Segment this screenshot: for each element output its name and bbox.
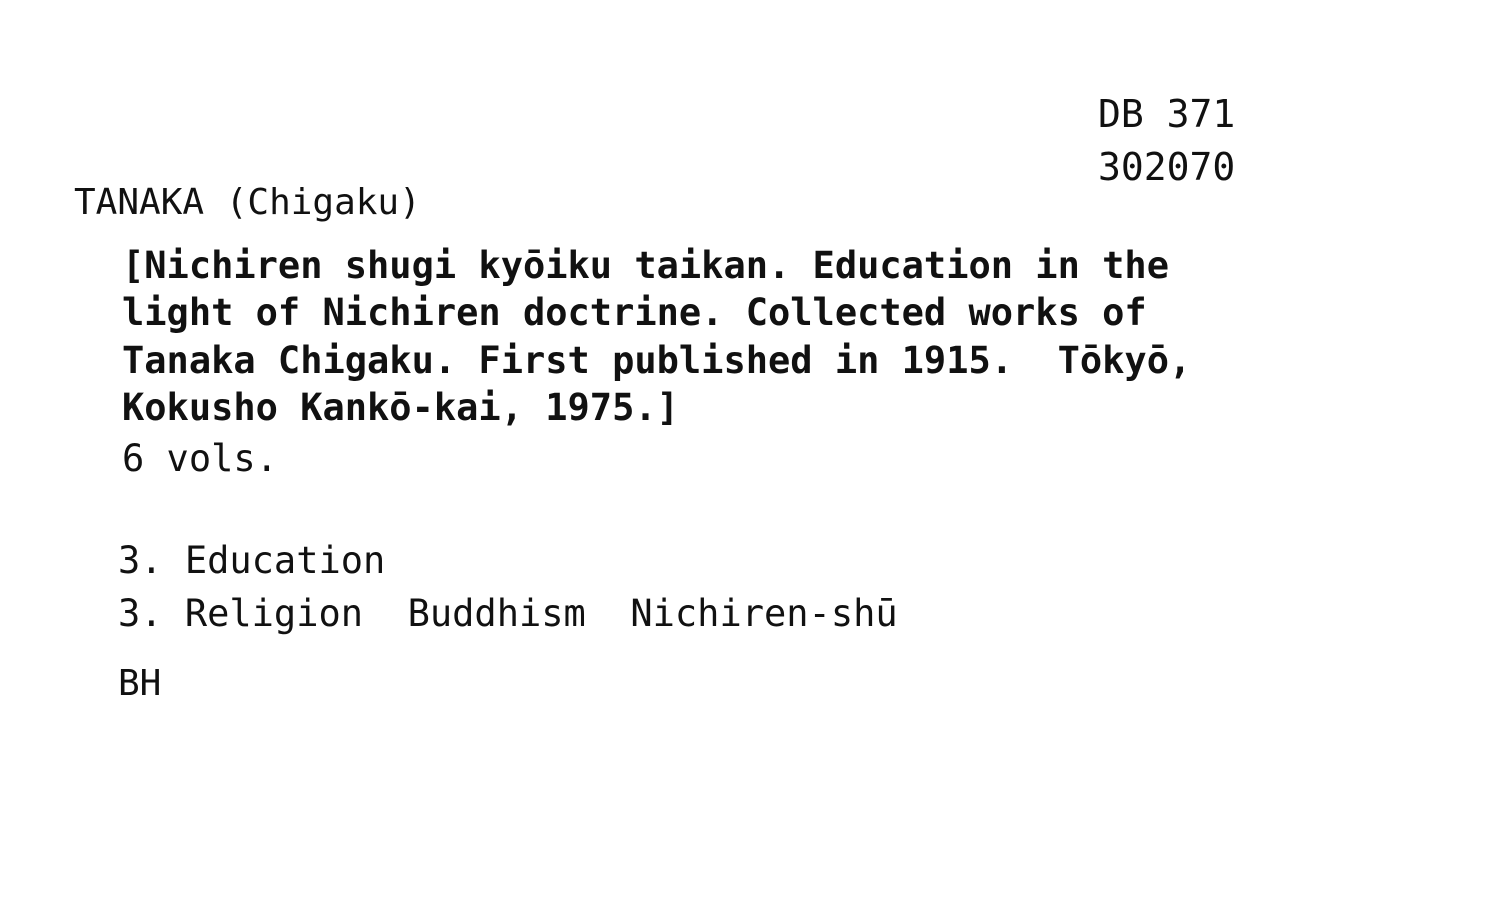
call-number-line-1: DB 371 xyxy=(1098,92,1236,136)
subject-heading-1: 3. Education xyxy=(118,539,386,582)
subject-heading-2: 3. Religion Buddhism Nichiren-shū xyxy=(118,592,898,635)
call-number-line-2: 302070 xyxy=(1098,145,1236,189)
title-line-1: [Nichiren shugi kyōiku taikan. Education in the xyxy=(122,244,1169,287)
title-line-2: light of Nichiren doctrine. Collected works of xyxy=(122,291,1147,334)
title-line-4: Kokusho Kankō-kai, 1975.] xyxy=(122,386,679,429)
title-line-3: Tanaka Chigaku. First published in 1915. Tōkyō, xyxy=(122,339,1192,382)
author-heading: TANAKA (Chigaku) xyxy=(74,182,421,223)
extent-statement: 6 vols. xyxy=(122,437,278,480)
cataloger-initials: BH xyxy=(118,663,162,704)
